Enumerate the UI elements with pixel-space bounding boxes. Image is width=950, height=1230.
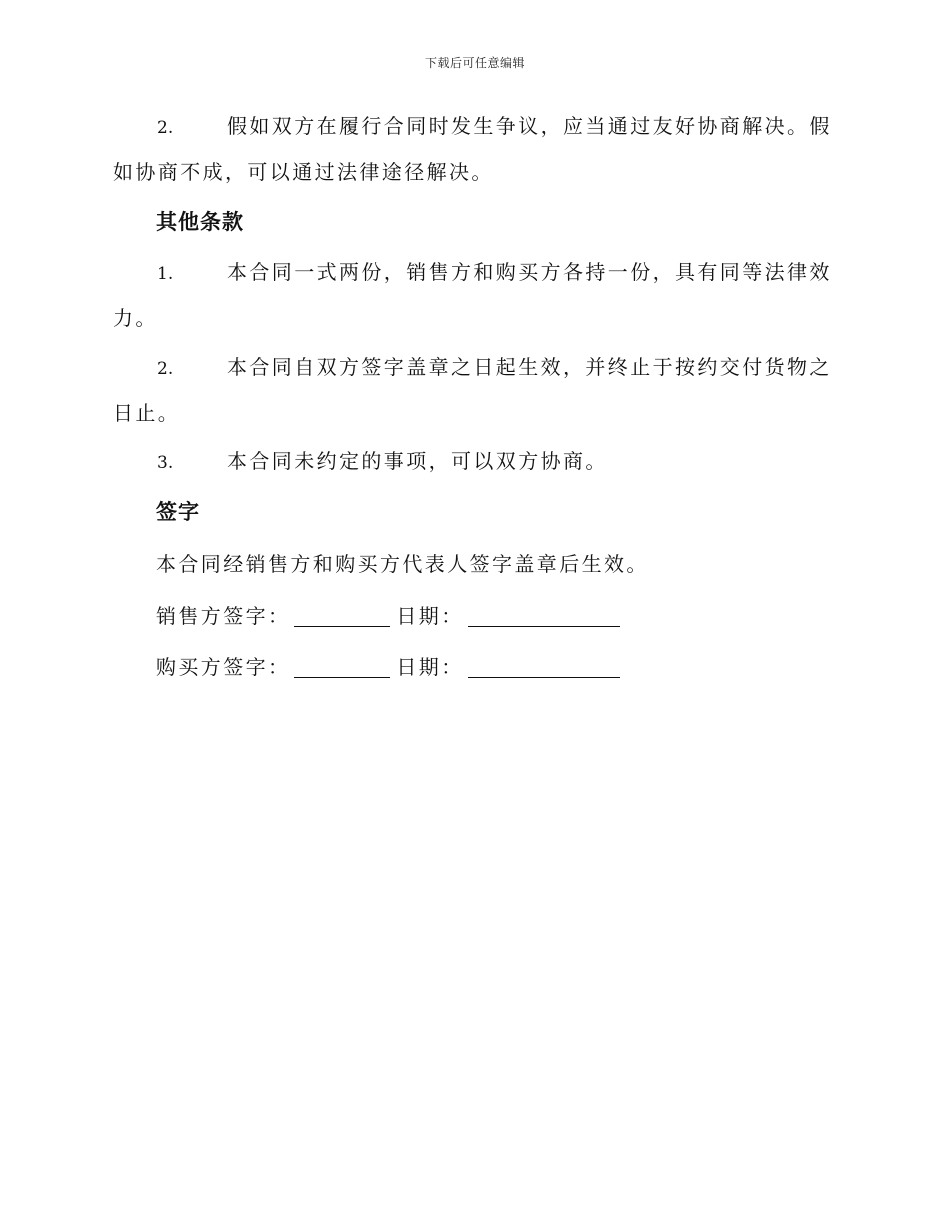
other-terms-heading: 其他条款 <box>156 209 244 234</box>
clause-text: 本合同自双方签字盖章之日起生效，并终止于按约交付货物之日止。 <box>113 355 832 425</box>
other-terms-clause-3 <box>113 439 835 485</box>
buyer-date-blank[interactable] <box>468 655 620 678</box>
signature-heading: 签字 <box>156 499 200 524</box>
clause-number: 3. <box>157 453 174 473</box>
page-header: 下载后可任意编辑 <box>424 56 525 70</box>
seller-date-blank[interactable] <box>468 604 620 627</box>
seller-signature-row <box>156 601 620 631</box>
clause-text: 假如双方在履行合同时发生争议，应当通过友好协商解决。假如协商不成，可以通过法律途径解决。 <box>113 114 832 184</box>
seller-date-label: 日期： <box>396 604 464 628</box>
dispute-clause-2 <box>113 104 835 194</box>
clause-text: 本合同未约定的事项，可以双方协商。 <box>227 449 608 473</box>
other-terms-clause-2 <box>113 345 835 435</box>
clause-text: 本合同一式两份，销售方和购买方各持一份，具有同等法律效力。 <box>113 260 832 330</box>
buyer-signature-label: 购买方签字： <box>156 655 291 679</box>
seller-signature-label: 销售方签字： <box>156 604 291 628</box>
buyer-signature-row <box>156 652 620 682</box>
buyer-signature-blank[interactable] <box>294 655 390 678</box>
signature-statement: 本合同经销售方和购买方代表人签字盖章后生效。 <box>156 552 649 576</box>
other-terms-clause-1 <box>113 250 835 340</box>
clause-number: 1. <box>157 264 174 284</box>
clause-number: 2. <box>157 118 174 138</box>
seller-signature-blank[interactable] <box>294 604 390 627</box>
clause-number: 2. <box>157 359 174 379</box>
buyer-date-label: 日期： <box>396 655 464 679</box>
